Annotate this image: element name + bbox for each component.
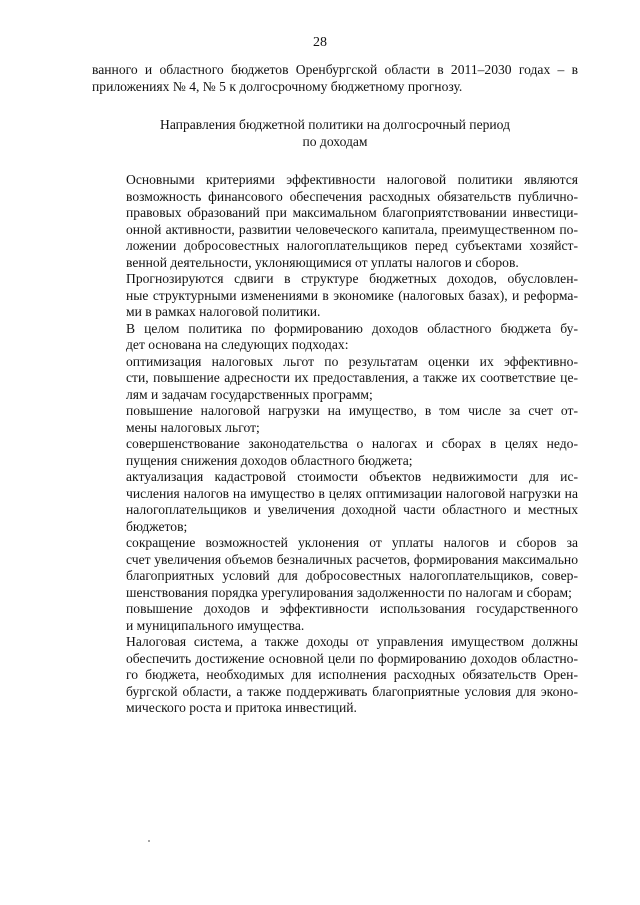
text-line: шенствования порядка урегулирования задолженности по налогам и сборам; [126,584,572,600]
text-line: дет основана на следующих подходах: [126,337,349,352]
text-line: лям и задачам государственных программ; [126,386,373,402]
text-line: ванного и областного бюджетов Оренбургской области в 2011–2030 годах – в [92,62,578,77]
text-line: благоприятных условий для добросовестных налогоплательщиков, совер- [126,568,578,583]
body-paragraph [92,601,578,634]
text-line: венной деятельности, уклоняющимися от уплаты налогов и сборов. [126,254,519,270]
text-line: Налоговая система, а также доходы от управления имуществом должны [126,634,578,649]
body-paragraph [92,469,578,535]
text-line: сокращение возможностей уклонения от уплаты налогов и сборов за [126,535,578,550]
text-line: оптимизация налоговых льгот по результатам оценки их эффективно- [126,353,578,369]
page-number: 28 [313,35,327,50]
text-line: ми в рамках налоговой политики. [126,304,321,319]
text-line: пущения снижения доходов областного бюджета; [126,452,413,468]
text-line: числения налогов на имущество в целях оптимизации налоговой нагрузки на [126,485,578,501]
body-paragraphs [92,172,578,717]
intro-paragraph [92,62,578,95]
text-line: обеспечить достижение основной цели по формированию доходов областно- [126,650,578,666]
body-paragraph [92,271,578,321]
body-paragraph [92,172,578,271]
text-line: В целом политика по формированию доходов областного бюджета бу- [126,320,578,336]
section-heading [92,117,578,150]
text-line: Основными критериями эффективности налоговой политики являются [126,172,578,187]
text-line: бургской области, а также поддерживать благоприятные условия для эконо- [126,683,578,699]
body-paragraph [92,321,578,354]
page-body [92,62,578,717]
text-line: совершенствование законодательства о налогах и сборах в целях недо- [126,436,578,451]
text-line: повышение налоговой нагрузки на имущество, в том числе за счет от- [126,403,578,418]
body-paragraph [92,403,578,436]
text-line: сти, повышение адресности их предоставления, а также их соответствие це- [126,370,578,385]
scan-speck [148,840,150,842]
text-line: ные структурными изменениями в экономике (налоговых базах), и реформа- [126,287,578,303]
heading-line: Направления бюджетной политики на долгосрочный период [160,117,510,132]
text-line: актуализация кадастровой стоимости объектов недвижимости для ис- [126,469,578,484]
body-paragraph [92,634,578,717]
text-line: ложении добросовестных налогоплательщиков перед субъектами хозяйст- [126,238,578,253]
text-line: Прогнозируются сдвиги в структуре бюджетных доходов, обусловлен- [126,271,578,286]
text-line: мического роста и притока инвестиций. [126,700,357,715]
text-line: возможность финансового обеспечения расходных обязательств публично- [126,188,578,204]
text-line: онной активности, развитии человеческого капитала, преимущественном по- [126,221,578,237]
text-line: повышение доходов и эффективности использования государственного [126,601,578,616]
body-paragraph [92,436,578,469]
body-paragraph [92,535,578,601]
text-line: правовых образований при максимальном благоприятствовании инвестици- [126,205,578,220]
text-line: мены налоговых льгот; [126,419,260,435]
heading-line: по доходам [302,133,368,149]
text-line: приложениях № 4, № 5 к долгосрочному бюджетному прогнозу. [92,78,463,94]
text-line: го бюджета, необходимых для исполнения расходных обязательств Орен- [126,667,578,682]
text-line: бюджетов; [126,518,188,534]
body-paragraph [92,354,578,404]
text-line: счет увеличения объемов безналичных расчетов, формирования максимально [126,551,578,567]
text-line: налогоплательщиков и увеличения доходной части областного и местных [126,502,578,517]
text-line: и муниципального имущества. [126,617,305,633]
